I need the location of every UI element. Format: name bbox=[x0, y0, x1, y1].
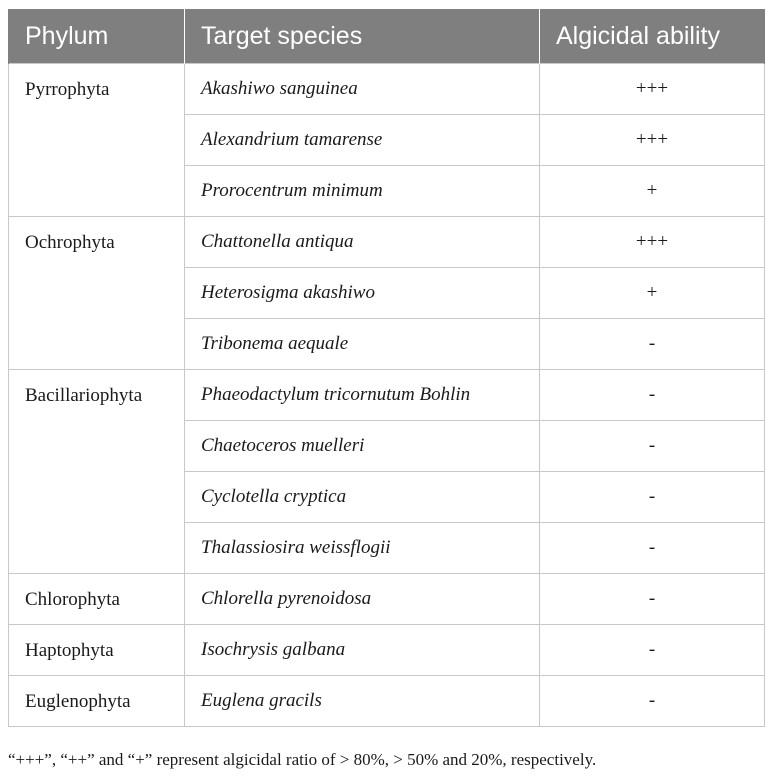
ability-cell: - bbox=[540, 523, 765, 574]
ability-cell: - bbox=[540, 472, 765, 523]
phylum-cell bbox=[9, 574, 185, 625]
ability-cell: +++ bbox=[540, 115, 765, 166]
species-cell: Akashiwo sanguinea bbox=[185, 64, 540, 115]
ability-cell: + bbox=[540, 268, 765, 319]
phylum-cell bbox=[9, 217, 185, 370]
table-body bbox=[9, 64, 765, 727]
table-header bbox=[9, 9, 765, 64]
species-cell: Tribonema aequale bbox=[185, 319, 540, 370]
species-cell: Alexandrium tamarense bbox=[185, 115, 540, 166]
header-algicidal-ability: Algicidal ability bbox=[540, 9, 765, 64]
header-row bbox=[9, 9, 765, 64]
phylum-label: Euglenophyta bbox=[25, 691, 131, 712]
phylum-label: Chlorophyta bbox=[25, 589, 120, 610]
ability-cell: + bbox=[540, 166, 765, 217]
ability-cell: - bbox=[540, 421, 765, 472]
ability-cell: - bbox=[540, 319, 765, 370]
species-cell: Chattonella antiqua bbox=[185, 217, 540, 268]
ability-cell: - bbox=[540, 625, 765, 676]
phylum-cell bbox=[9, 676, 185, 727]
species-cell: Heterosigma akashiwo bbox=[185, 268, 540, 319]
table-footnote: “+++”, “++” and “+” represent algicidal ratio of > 80%, > 50% and 20%, respectively. bbox=[8, 750, 597, 769]
table-row bbox=[9, 676, 765, 727]
species-cell: Chlorella pyrenoidosa bbox=[185, 574, 540, 625]
algicidal-table bbox=[8, 9, 765, 727]
header-target-species: Target species bbox=[185, 9, 540, 64]
species-cell: Cyclotella cryptica bbox=[185, 472, 540, 523]
table-row bbox=[9, 217, 765, 268]
table-row bbox=[9, 574, 765, 625]
header-phylum: Phylum bbox=[9, 9, 185, 64]
table-row bbox=[9, 64, 765, 115]
phylum-label: Ochrophyta bbox=[25, 232, 115, 253]
species-cell: Thalassiosira weissflogii bbox=[185, 523, 540, 574]
species-cell: Phaeodactylum tricornutum Bohlin bbox=[185, 370, 540, 421]
ability-cell: - bbox=[540, 676, 765, 727]
ability-cell: - bbox=[540, 370, 765, 421]
phylum-label: Haptophyta bbox=[25, 640, 114, 661]
species-cell: Prorocentrum minimum bbox=[185, 166, 540, 217]
phylum-cell bbox=[9, 370, 185, 574]
phylum-label: Bacillariophyta bbox=[25, 385, 143, 406]
ability-cell: - bbox=[540, 574, 765, 625]
phylum-cell bbox=[9, 625, 185, 676]
ability-cell: +++ bbox=[540, 217, 765, 268]
ability-cell: +++ bbox=[540, 64, 765, 115]
phylum-label: Pyrrophyta bbox=[25, 79, 110, 100]
table-row bbox=[9, 370, 765, 421]
species-cell: Isochrysis galbana bbox=[185, 625, 540, 676]
phylum-cell bbox=[9, 64, 185, 217]
table-row bbox=[9, 625, 765, 676]
species-cell: Chaetoceros muelleri bbox=[185, 421, 540, 472]
species-cell: Euglena gracils bbox=[185, 676, 540, 727]
